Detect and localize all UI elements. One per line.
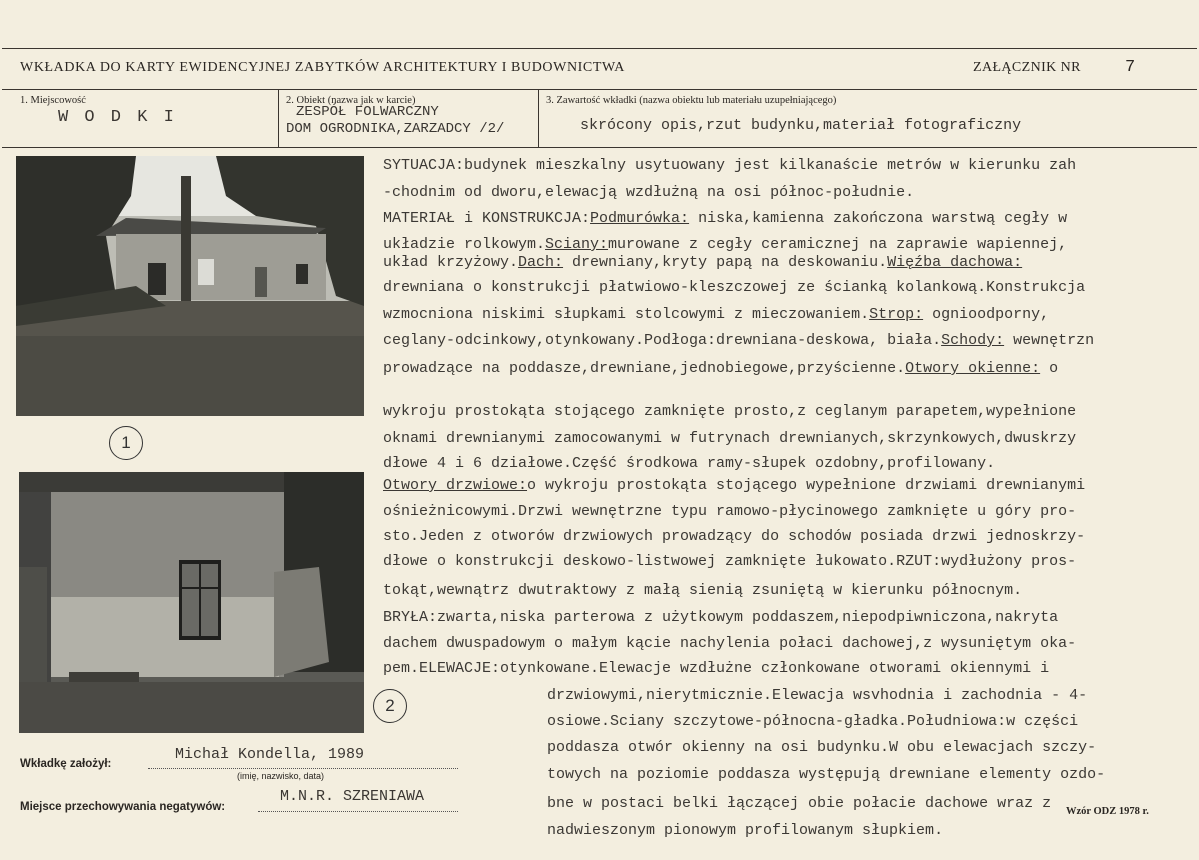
description-segment: MATERIAŁ i KONSTRUKCJA: — [383, 210, 591, 227]
photo-1-number: 1 — [109, 426, 143, 460]
form-note: Wzór ODZ 1978 r. — [1066, 806, 1149, 817]
description-segment: tokąt,wewnątrz dwutraktowy z małą sienią zsuniętą w kierunku północnym. — [383, 582, 1023, 599]
photo-2 — [19, 472, 364, 733]
description-heading: Otwory okienne: — [905, 360, 1041, 377]
field-row-bottom-rule — [2, 147, 1197, 148]
description-segment: budynek mieszkalny usytuowany jest kilkanaście metrów w kierunku zah — [464, 157, 1077, 174]
description-line — [547, 687, 1087, 704]
object-value-line-2: DOM OGRODNIKA,ZARZADCY /2/ — [286, 121, 505, 137]
description-line — [547, 713, 1078, 730]
description-line — [547, 739, 1096, 756]
field-divider-2 — [538, 89, 539, 147]
description-segment: oknami drewnianymi zamocowanymi w futrynach drewnianych,skrzynkowych,dwuskrzy — [383, 430, 1077, 447]
description-segment: wzmocniona niskimi słupkami stolcowymi z mieczowaniem. — [383, 306, 870, 323]
description-segment: bne w postaci belki łączącej obie połacie dachowe wraz z — [547, 795, 1052, 812]
description-segment: ceglany-odcinkowy,otynkowany.Podłoga:drewniana-deskowa, biała. — [383, 332, 942, 349]
description-segment: o — [1040, 360, 1059, 377]
description-line — [383, 157, 1076, 174]
negatives-label: Miejsce przechowywania negatywów: — [20, 801, 226, 813]
description-segment: prowadzące na poddasze,drewniane,jednobiegowe,przyścienne. — [383, 360, 906, 377]
description-heading: Otwory drzwiowe: — [383, 477, 528, 494]
description-segment: układ krzyżowy. — [383, 254, 519, 271]
photo-1-image — [16, 156, 364, 416]
description-line — [383, 455, 995, 472]
photo-1 — [16, 156, 364, 416]
description-segment: drewniany,kryty papą na deskowaniu. — [563, 254, 888, 271]
description-segment: niska,kamienna zakończona warstwą cegły w — [689, 210, 1068, 227]
photo-2-number: 2 — [373, 689, 407, 723]
description-line — [383, 360, 1058, 377]
card-title: WKŁADKA DO KARTY EWIDENCYJNEJ ZABYTKÓW ARCHITEKTURY I BUDOWNICTWA — [20, 60, 625, 75]
description-line — [383, 184, 914, 201]
author-dotted-line — [148, 768, 458, 769]
annex-number: 7 — [1125, 58, 1136, 77]
description-segment: ognioodporny, — [923, 306, 1050, 323]
description-line — [383, 635, 1076, 652]
description-line — [547, 795, 1051, 812]
top-border — [2, 48, 1197, 49]
negatives-value: M.N.R. SZRENIAWA — [280, 788, 425, 805]
description-line — [383, 279, 1085, 296]
description-line — [547, 822, 943, 839]
description-line — [383, 306, 1049, 323]
description-heading: Schody: — [941, 332, 1005, 349]
description-segment: BRYŁA:zwarta,niska parterowa z użytkowym poddaszem,niepodpiwniczona,nakryta — [383, 609, 1059, 626]
description-line — [383, 332, 1094, 349]
description-line — [383, 582, 1022, 599]
description-heading: Więźba dachowa: — [887, 254, 1023, 271]
author-value: Michał Kondella, 1989 — [175, 746, 365, 763]
description-line — [383, 553, 1076, 570]
description-line — [383, 528, 1085, 545]
author-hint: (imię, nazwisko, data) — [237, 771, 325, 781]
description-segment: drzwiowymi,nierytmicznie.Elewacja wsvhodnia i zachodnia - 4- — [547, 687, 1088, 704]
annex-label: ZAŁĄCZNIK NR — [973, 60, 1081, 75]
description-line — [383, 503, 1076, 520]
photo-2-image — [19, 472, 364, 733]
description-segment: ośnieżnicowymi.Drzwi wewnętrzne typu ramowo-płycinowego zamknięte u góry pro- — [383, 503, 1077, 520]
content-label: 3. Zawartość wkładki (nazwa obiektu lub materiału uzupełniającego) — [546, 95, 837, 106]
description-segment: o wykroju prostokąta stojącego wypełnione drzwiami drewnianymi — [527, 477, 1086, 494]
negatives-dotted-line — [258, 811, 458, 812]
description-line — [383, 236, 1067, 253]
description-segment: dachem dwuspadowym o małym kącie nachylenia połaci dachowej,z wysuniętym oka- — [383, 635, 1077, 652]
description-line — [383, 403, 1076, 420]
description-segment: układzie rolkowym. — [383, 236, 546, 253]
description-heading: Podmurówka: — [590, 210, 690, 227]
description-segment: wewnętrzn — [1004, 332, 1095, 349]
description-line — [383, 210, 1067, 227]
description-segment: osiowe.Sciany szczytowe-północna-gładka.Południowa:w części — [547, 713, 1079, 730]
description-segment: drewniana o konstrukcji płatwiowo-kleszczowej ze ścianką kolankową.Konstrukcja — [383, 279, 1086, 296]
description-segment: -chodnim od dworu,elewacją wzdłużną na osi północ-południe. — [383, 184, 915, 201]
description-segment: pem.ELEWACJE:otynkowane.Elewacje wzdłużne członkowane otworami okiennymi i — [383, 660, 1050, 677]
description-line — [383, 254, 1022, 271]
description-heading: Dach: — [518, 254, 564, 271]
locality-value: W O D K I — [58, 108, 177, 127]
description-line — [383, 477, 1085, 494]
field-divider-1 — [278, 89, 279, 147]
description-segment: murowane z cegły ceramicznej na zaprawie wapiennej, — [608, 236, 1068, 253]
description-segment: dłowe o konstrukcji deskowo-listwowej zamknięte łukowato.RZUT:wydłużony pros- — [383, 553, 1077, 570]
description-segment: dłowe 4 i 6 działowe.Część środkowa ramy-słupek ozdobny,profilowany. — [383, 455, 996, 472]
description-segment: sto.Jeden z otworów drzwiowych prowadzący do schodów posiada drzwi jednoskrzy- — [383, 528, 1086, 545]
description-segment: towych na poziomie poddasza występują drewniane elementy ozdo- — [547, 766, 1106, 783]
description-heading: Strop: — [869, 306, 924, 323]
description-line — [547, 766, 1105, 783]
field-row-top-rule — [2, 89, 1197, 90]
description-segment: SYTUACJA: — [383, 157, 465, 174]
description-line — [383, 430, 1076, 447]
description-heading: Sciany: — [545, 236, 609, 253]
description-segment: wykroju prostokąta stojącego zamknięte prosto,z ceglanym parapetem,wypełnione — [383, 403, 1077, 420]
object-label: 2. Obiekt (nazwa jak w karcie) — [286, 95, 416, 106]
description-line — [383, 660, 1049, 677]
description-segment: nadwieszonym pionowym profilowanym słupkiem. — [547, 822, 944, 839]
description-segment: poddasza otwór okienny na osi budynku.W obu elewacjach szczy- — [547, 739, 1097, 756]
author-label: Wkładkę założył: — [20, 758, 112, 770]
content-value: skrócony opis,rzut budynku,materiał fotograficzny — [580, 117, 1022, 134]
object-value-line-1: ZESPÓŁ FOLWARCZNY — [296, 104, 439, 120]
locality-label: 1. Miejscowość — [20, 95, 86, 106]
description-line — [383, 609, 1058, 626]
